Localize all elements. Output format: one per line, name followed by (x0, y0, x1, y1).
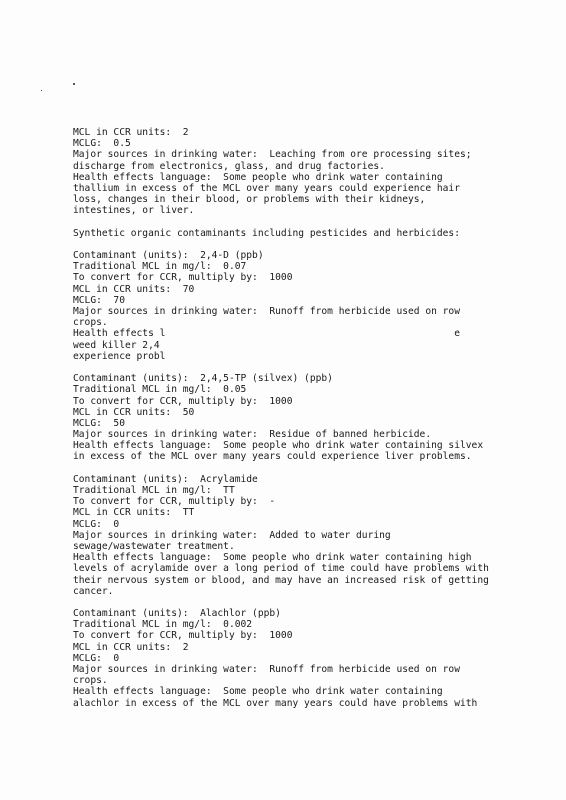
contaminant-entry-alachlor (73, 608, 513, 709)
text-line: MCL in CCR units: 2 (73, 127, 189, 138)
text-line: Traditional MCL in mg/l: 0.002 (73, 619, 253, 631)
text-line: MCL in CCR units: 50 (73, 406, 195, 418)
text-line: MCLG: 0 (73, 652, 120, 664)
blank-line (73, 362, 513, 373)
text-line: Major sources in drinking water: Runoff from herbicide used on row (73, 664, 460, 675)
text-line: Major sources in drinking water: Residue of banned herbicide. (73, 429, 432, 441)
blank-line (73, 463, 513, 474)
text-line: Contaminant (units): 2,4,5-TP (silvex) (ppb) (73, 373, 333, 385)
text-line: discharge from electronics, glass, and drug factories. (73, 160, 385, 172)
document-body (73, 127, 513, 709)
text-line: MCLG: 70 (73, 294, 125, 306)
contaminant-entry-acrylamide (73, 474, 513, 597)
text-line: intestines, or liver. (73, 205, 195, 217)
text-line: Contaminant (units): 2,4-D (ppb) (73, 250, 264, 262)
text-line: Major sources in drinking water: Runoff from herbicide used on row (73, 306, 460, 317)
text-line: their nervous system or blood, and may have an increased risk of getting (73, 574, 489, 586)
text-line: MCLG: 0 (73, 518, 120, 530)
text-line: Health effects language: Some people who drink water containing (73, 686, 443, 698)
text-line: To convert for CCR, multiply by: 1000 (73, 630, 293, 642)
text-line: MCLG: 0.5 (73, 138, 131, 150)
text-line: Traditional MCL in mg/l: 0.07 (73, 261, 247, 273)
text-line: sewage/wastewater treatment. (73, 540, 235, 552)
text-line: To convert for CCR, multiply by: 1000 (73, 272, 293, 284)
text-line: Health effects l e (73, 328, 460, 340)
blank-line (73, 597, 513, 608)
text-line: cancer. (73, 585, 114, 597)
thallium-block (73, 127, 513, 217)
text-line: weed killer 2,4 (73, 339, 160, 351)
text-line: thallium in excess of the MCL over many years could experience hair (73, 182, 460, 194)
text-line: MCL in CCR units: TT (73, 507, 195, 519)
text-line: Health effects language: Some people who drink water containing (73, 171, 443, 183)
text-line: in excess of the MCL over many years could experience liver problems. (73, 451, 472, 463)
text-line: loss, changes in their blood, or problems with their kidneys, (73, 194, 426, 206)
text-line: Major sources in drinking water: Leaching from ore processing sites; (73, 149, 472, 161)
text-line: levels of acrylamide over a long period of time could have problems with (73, 563, 489, 575)
text-line: To convert for CCR, multiply by: - (73, 496, 276, 508)
blank-line (73, 239, 513, 250)
text-line: Major sources in drinking water: Added to water during (73, 529, 391, 541)
blank-line (73, 217, 513, 228)
text-line: crops. (73, 675, 108, 687)
text-line: crops. (73, 317, 108, 329)
text-line: Traditional MCL in mg/l: 0.05 (73, 384, 247, 396)
text-line: To convert for CCR, multiply by: 1000 (73, 395, 293, 407)
section-heading: Synthetic organic contaminants including pesticides and herbicides: (73, 227, 460, 239)
contaminant-entry-silvex (73, 373, 513, 463)
scan-speck (41, 90, 42, 91)
text-line: Contaminant (units): Alachlor (ppb) (73, 608, 281, 620)
text-line: MCLG: 50 (73, 417, 125, 429)
contaminant-entry-2-4-d (73, 250, 513, 362)
text-line: MCL in CCR units: 70 (73, 283, 195, 295)
text-line: Traditional MCL in mg/l: TT (73, 485, 235, 496)
scan-speck (73, 83, 75, 85)
text-line: Contaminant (units): Acrylamide (73, 473, 258, 485)
text-line: Health effects language: Some people who drink water containing silvex (73, 440, 484, 452)
text-line: MCL in CCR units: 2 (73, 641, 189, 653)
text-line: alachlor in excess of the MCL over many years could have problems with (73, 697, 478, 709)
text-line: Health effects language: Some people who drink water containing high (73, 552, 472, 564)
text-line: experience probl (73, 350, 166, 362)
